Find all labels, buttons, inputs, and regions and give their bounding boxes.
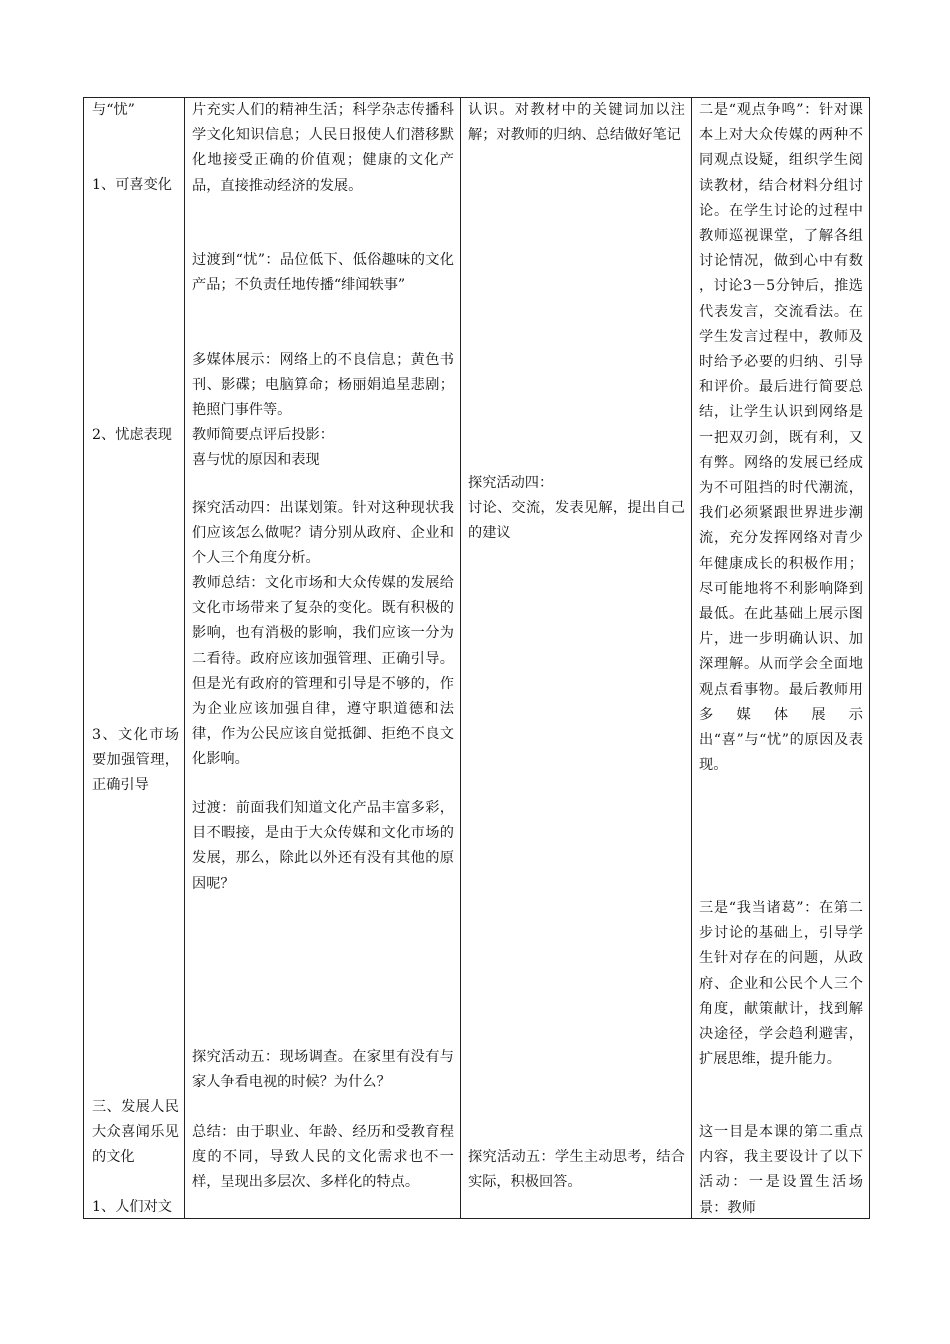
student-activity-cell [461, 98, 692, 1219]
design-intent-text: 这一目是本课的第二重点内容，我主要设计了以下活动：一是设置生活场景：教师 [699, 1124, 863, 1216]
student-activity-text: 探究活动四： [468, 475, 554, 491]
topic-text: 三、发展人民大众喜闻乐见的文化 [92, 1099, 179, 1166]
teacher-activity-text: 喜与忧的原因和表现 [192, 452, 320, 468]
student-activity-text: 讨论、交流，发表见解，提出自己的建议 [468, 500, 685, 542]
lesson-plan-table [83, 97, 870, 1219]
topic-text: 1、人们对文 [92, 1199, 172, 1215]
topic-text: 3、文化市场要加强管理，正确引导 [92, 727, 179, 794]
teacher-activity-text: 过渡：前面我们知道文化产品丰富多彩，目不暇接，是由于大众传媒和文化市场的发展，那么，除此以外还有没有其他的原因呢？ [192, 800, 454, 892]
teacher-activity-text: 探究活动五：现场调查。在家里有没有与家人争看电视的时候？为什么？ [192, 1049, 454, 1091]
table-row [84, 98, 870, 1219]
student-activity-text: 认识。对教材中的关键词加以注解；对教师的归纳、总结做好笔记 [468, 102, 685, 144]
teacher-activity-text: 过渡到“忧”：品位低下、低俗趣味的文化产品；不负责任地传播“绯闻轶事” [192, 252, 454, 294]
design-intent-text: 三是“我当诸葛”：在第二步讨论的基础上，引导学生针对存在的问题，从政府、企业和公民个人三个角度，献策献计，找到解决途径，学会趋利避害，扩展思维，提升能力。 [699, 900, 863, 1068]
teacher-activity-text: 总结：由于职业、年龄、经历和受教育程度的不同，导致人民的文化需求也不一样，呈现出多层次、多样化的特点。 [192, 1124, 454, 1191]
teacher-activity-text: 教师总结：文化市场和大众传媒的发展给文化市场带来了复杂的变化。既有积极的影响，也有消极的影响，我们应该一分为二看待。政府应该加强管理、正确引导。但是光有政府的管理和引导是不够的，作为企业应该加强自律，遵守职道德和法律，作为公民应该自觉抵御、拒绝不良文化影响。 [192, 575, 454, 768]
design-intent-cell [692, 98, 870, 1219]
student-activity-text: 探究活动五：学生主动思考，结合实际，积极回答。 [468, 1149, 685, 1191]
design-intent-text: 二是“观点争鸣”：针对课本上对大众传媒的两种不同观点设疑，组织学生阅读教材，结合材料分组讨论。在学生讨论的过程中教师巡视课堂，了解各组讨论情况，做到心中有数 ，讨论3－5分钟后，推选代表发言，交流看法。在学生发言过程中，教师及时给予必要的归纳、引导和评价。最后进行简要总结，让学生认识到网络是一把双刃剑，既有利，又有弊。网络的发展已经成为不可阻挡的时代潮流，我们必须紧跟世界进步潮流，充分发挥网络对青少年健康成长的积极作用；尽可能地将不利影响降到最低。在此基础上展示图片，进一步明确认识、加深理解。从而学会全面地观点看事物。最后教师用多媒体展示出“喜”与“忧”的原因及表现。 [699, 102, 863, 774]
topic-text: 2、忧虑表现 [92, 427, 172, 443]
topic-text: 与“忧” [92, 102, 135, 118]
teacher-activity-text: 片充实人们的精神生活；科学杂志传播科学文化知识信息；人民日报使人们潜移默化地接受正确的价值观；健康的文化产品，直接推动经济的发展。 [192, 102, 454, 194]
teacher-activity-cell [185, 98, 461, 1219]
teacher-activity-text: 教师简要点评后投影： [192, 427, 334, 443]
topic-text: 1、可喜变化 [92, 177, 172, 193]
teacher-activity-text: 多媒体展示：网络上的不良信息；黄色书刊、影碟；电脑算命；杨丽娟追星悲剧；艳照门事件等。 [192, 352, 454, 419]
teacher-activity-text: 探究活动四：出谋划策。针对这种现状我们应该怎么做呢？请分别从政府、企业和个人三个角度分析。 [192, 500, 454, 567]
topic-column-cell [84, 98, 185, 1219]
